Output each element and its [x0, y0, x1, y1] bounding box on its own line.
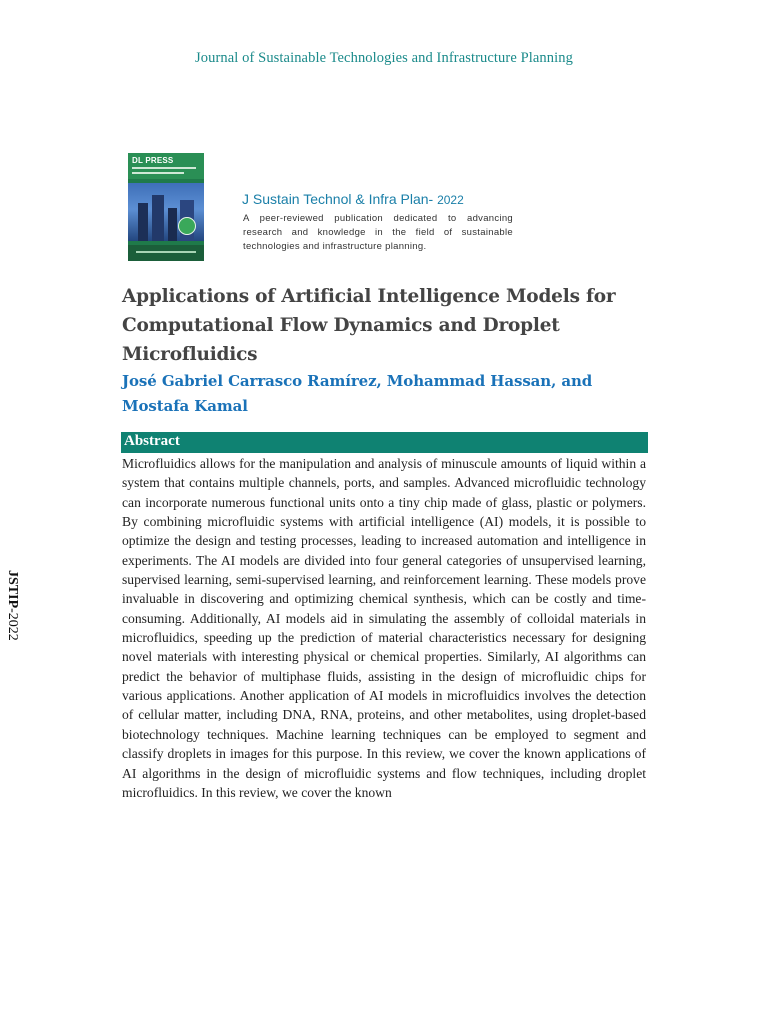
- journal-header: Journal of Sustainable Technologies and Infrastructure Planning: [195, 50, 573, 66]
- journal-description: A peer-reviewed publication dedicated to advancing research and knowledge in the field of sustainable technologies and infrastructure planning.: [243, 213, 513, 252]
- cover-line: [132, 167, 196, 169]
- cover-publisher: DL PRESS: [132, 156, 174, 165]
- paper-authors: José Gabriel Carrasco Ramírez, Mohammad Hassan, and Mostafa Kamal: [122, 372, 593, 415]
- abstract-header-bar: [121, 432, 648, 453]
- journal-abbrev: J Sustain Technol & Infra Plan-: [242, 191, 438, 207]
- cover-building: [152, 195, 164, 241]
- journal-year: 2022: [437, 193, 464, 207]
- cover-badge-icon: [178, 217, 196, 235]
- abstract-text: Microfluidics allows for the manipulation and analysis of minuscule amounts of liquid within a system that contains multiple channels, ports, and samples. Advanced microfluidic technology can incorporate numerous functional units onto a tiny chip made of glass, plastic or polymers. By combining microfluidic systems with artificial intelligence (AI) models, it is possible to optimize the design and testing processes, leading to increased automation and intelligence in experiments. The AI models are divided into four general categories of unsupervised learning, supervised learning, semi-supervised learning, and reinforcement learning. These models prove invaluable in discovering and optimizing chemical synthesis, which can be costly and time-consuming. Additionally, AI models aid in simulating the assembly of colloidal materials in microfluidics, speeding up the prediction of material characteristics necessary for designing novel materials with interesting physical or chemical properties. Similarly, AI algorithms can predict the behavior of multiphase fluids, assisting in the design of microfluidic chips for various applications. Another application of AI models in microfluidics involves the detection of cellular matter, including DNA, RNA, proteins, and other metabolites, using droplet-based biotechnology techniques. Machine learning techniques can be employed to segment and classify droplets in images for this purpose. In this review, we cover the known applications of AI algorithms in the design of microfluidic systems and flow techniques, including droplet microfluidics. In this review, we cover the known: [122, 456, 646, 800]
- cover-building: [168, 208, 177, 241]
- cover-line: [136, 251, 196, 253]
- journal-cover-image: [128, 153, 204, 261]
- side-journal-abbrev: JSTIP: [5, 570, 20, 609]
- side-journal-label: [4, 570, 20, 641]
- cover-bottom-band: [128, 245, 204, 261]
- side-journal-year: -2022: [5, 608, 20, 641]
- cover-line: [132, 172, 184, 174]
- journal-short-name: [242, 191, 464, 207]
- paper-title: Applications of Artificial Intelligence Models for Computational Flow Dynamics and Droplet Microfluidics: [122, 286, 616, 365]
- cover-building: [138, 203, 148, 241]
- abstract-heading: Abstract: [124, 433, 180, 449]
